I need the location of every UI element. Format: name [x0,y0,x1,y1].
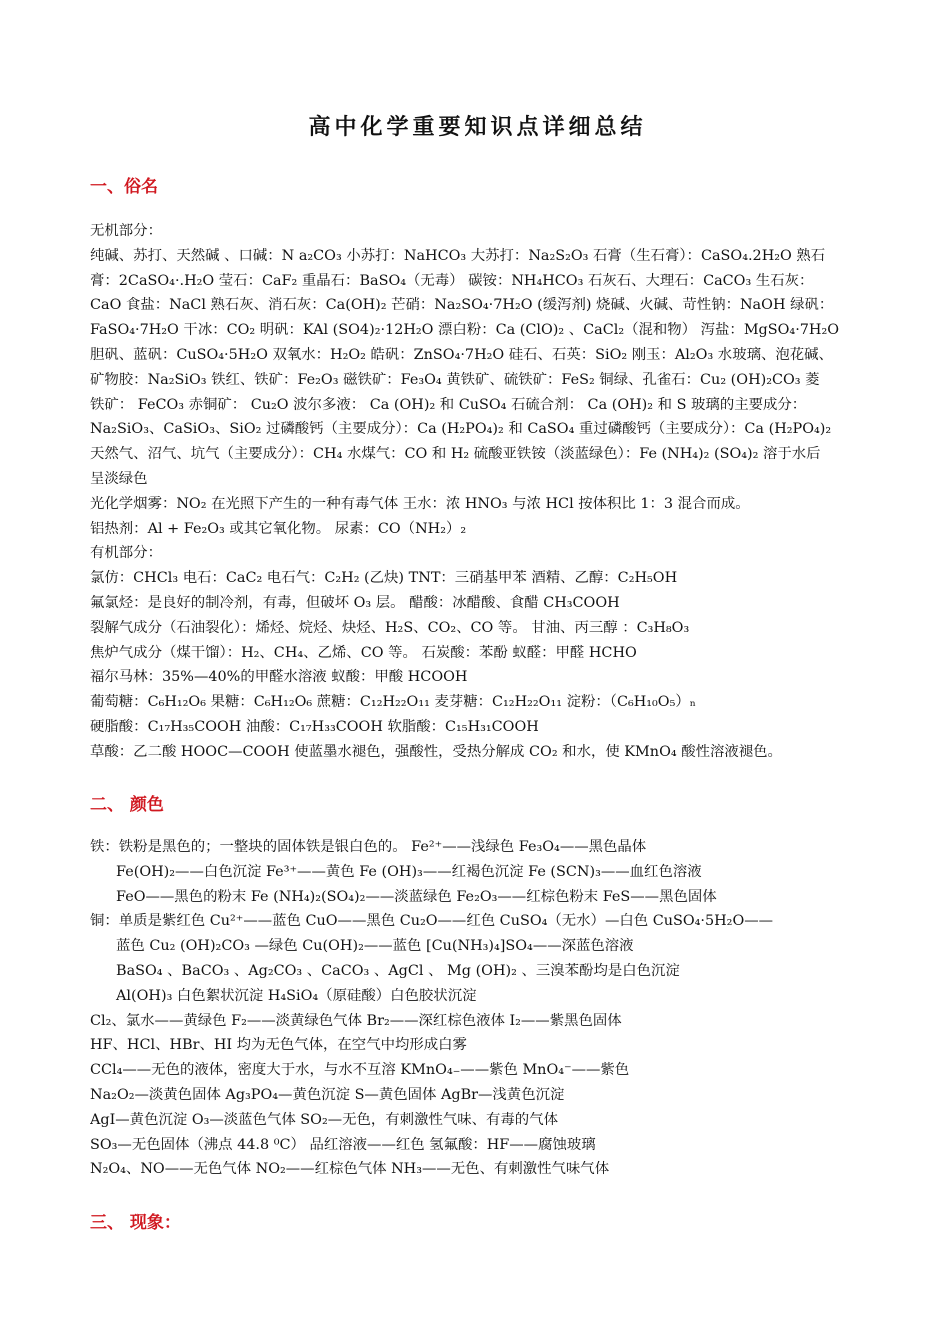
text-line: 铁：铁粉是黑色的；一整块的固体铁是银白色的。 Fe²⁺——浅绿色 Fe₃O₄——黑色晶体 [90,839,647,855]
text-line: 呈淡绿色 [90,470,148,487]
text-line: Na₂O₂—淡黄色固体 Ag₃PO₄—黄色沉淀 S—黄色固体 AgBr—浅黄色沉淀 [90,1086,565,1103]
text-line: SO₃—无色固体（沸点 44.8 ⁰C） 品红溶液——红色 氢氟酸：HF——腐蚀玻璃 [90,1136,596,1153]
text-line: Fe(OH)₂——白色沉淀 Fe³⁺——黄色 Fe (OH)₃——红褐色沉淀 Fe (SCN)₃——血红色溶液 [116,863,702,880]
section-heading-phenomena: 三、 现象： [90,1213,181,1233]
text-line: Cl₂、氯水——黄绿色 F₂——淡黄绿色气体 Br₂——深红棕色液体 I₂——紫黑色固体 [90,1012,622,1029]
text-line: 蓝色 Cu₂ (OH)₂CO₃ —绿色 Cu(OH)₂——蓝色 [Cu(NH₃)₄]SO₄——深蓝色溶液 [116,938,634,955]
text-line: 裂解气成分（石油裂化）：烯烃、烷烃、炔烃、H₂S、CO₂、CO 等。 甘油、丙三醇 ：C₃H₈O₃ [90,619,690,636]
text-line: CCl₄——无色的液体，密度大于水，与水不互溶 KMnO₄₋——紫色 MnO₄⁻——紫色 [90,1062,630,1079]
text-line: BaSO₄ 、BaCO₃ 、Ag₂CO₃ 、CaCO₃ 、AgCl 、 Mg (OH)₂ 、三溴苯酚均是白色沉淀 [116,962,680,979]
text-line: HF、HCl、HBr、HI 均为无色气体，在空气中均形成白雾 [90,1037,467,1054]
text-line: 铁矿： FeCO₃ 赤铜矿： Cu₂O 波尔多液： Ca (OH)₂ 和 CuSO₄ 石硫合剂： Ca (OH)₂ 和 S 玻璃的主要成分： [90,396,807,413]
section-heading-colors: 二、 颜色 [90,795,164,815]
text-line: 草酸：乙二酸 HOOC—COOH 使蓝墨水褪色，强酸性，受热分解成 CO₂ 和水，使 KMnO₄ 酸性溶液褪色。 [90,743,782,760]
text-line: FeO——黑色的粉末 Fe (NH₄)₂(SO₄)₂——淡蓝绿色 Fe₂O₃——红棕色粉末 FeS——黑色固体 [116,888,717,905]
text-line: Na₂SiO₃、CaSiO₃、SiO₂ 过磷酸钙（主要成分）：Ca (H₂PO₄)₂ 和 CaSO₄ 重过磷酸钙（主要成分）：Ca (H₂PO₄)₂ [90,421,832,438]
text-line: N₂O₄、NO——无色气体 NO₂——红棕色气体 NH₃——无色、有刺激性气味气体 [90,1161,610,1178]
text-line: CaO 食盐：NaCl 熟石灰、消石灰：Ca(OH)₂ 芒硝：Na₂SO₄·7H₂O (缓泻剂) 烧碱、火碱、苛性钠：NaOH 绿矾： [90,297,834,314]
text-line: 铜：单质是紫红色 Cu²⁺——蓝色 CuO——黑色 Cu₂O——红色 CuSO₄（无水）—白色 CuSO₄·5H₂O—— [90,913,774,930]
text-line: 福尔马林：35%—40%的甲醛水溶液 蚁酸：甲酸 HCOOH [90,669,468,686]
text-line: 纯碱、苏打、天然碱 、口碱：N a₂CO₃ 小苏打：NaHCO₃ 大苏打：Na₂S₂O₃ 石膏（生石膏）：CaSO₄.2H₂O 熟石 [90,247,826,264]
text-line: 葡萄糖：C₆H₁₂O₆ 果糖：C₆H₁₂O₆ 蔗糖：C₁₂H₂₂O₁₁ 麦芽糖：C₁₂H₂₂O₁₁ 淀粉：（C₆H₁₀O₅）ₙ [90,694,696,711]
text-line: 硬脂酸：C₁₇H₃₅COOH 油酸：C₁₇H₃₃COOH 软脂酸：C₁₅H₃₁COOH [90,718,539,735]
text-line: 光化学烟雾：NO₂ 在光照下产生的一种有毒气体 王水：浓 HNO₃ 与浓 HCl 按体积比 1：3 混合而成。 [90,495,750,512]
section-colors-body [90,835,865,1182]
section-heading-names: 一、俗名 [90,177,158,197]
text-line: 焦炉气成分（煤干馏）：H₂、CH₄、乙烯、CO 等。 石炭酸：苯酚 蚁醛：甲醛 HCHO [90,644,637,661]
text-line: 铝热剂：Al + Fe₂O₃ 或其它氧化物。 尿素：CO（NH₂）₂ [90,520,467,537]
text-line: 矿物胶：Na₂SiO₃ 铁红、铁矿：Fe₂O₃ 磁铁矿：Fe₃O₄ 黄铁矿、硫铁矿：FeS₂ 铜绿、孔雀石：Cu₂ (OH)₂CO₃ 菱 [90,371,820,388]
text-line: FaSO₄·7H₂O 干冰：CO₂ 明矾：KAl (SO4)₂·12H₂O 漂白粉：Ca (ClO)₂ 、CaCl₂（混和物） 泻盐：MgSO₄·7H₂O [90,322,840,339]
text-line: 膏：2CaSO₄·.H₂O 莹石：CaF₂ 重晶石：BaSO₄（无毒） 碳铵：NH₄HCO₃ 石灰石、大理石：CaCO₃ 生石灰： [90,272,814,289]
text-line: 氯仿：CHCl₃ 电石：CaC₂ 电石气：C₂H₂ (乙炔) TNT：三硝基甲苯 酒精、乙醇：C₂H₅OH [90,570,678,587]
text-line: AgI—黄色沉淀 O₃—淡蓝色气体 SO₂—无色，有刺激性气味、有毒的气体 [90,1111,558,1128]
text-line: 无机部分： [90,223,162,239]
text-line: 有机部分： [90,545,162,562]
text-line: 氟氯烃：是良好的制冷剂，有毒，但破坏 O₃ 层。 醋酸：冰醋酸、食醋 CH₃COOH [90,594,620,611]
section-names-body [90,219,865,765]
text-line: 天然气、沼气、坑气（主要成分）：CH₄ 水煤气：CO 和 H₂ 硫酸亚铁铵（淡蓝绿色）：Fe (NH₄)₂ (SO₄)₂ 溶于水后 [90,446,821,463]
document-title: 高中化学重要知识点详细总结 [308,115,647,140]
text-line: 胆矾、蓝矾：CuSO₄·5H₂O 双氧水：H₂O₂ 皓矾：ZnSO₄·7H₂O 硅石、石英：SiO₂ 刚玉：Al₂O₃ 水玻璃、泡花碱、 [90,346,833,363]
text-line: Al(OH)₃ 白色絮状沉淀 H₄SiO₄（原硅酸）白色胶状沉淀 [116,987,477,1004]
